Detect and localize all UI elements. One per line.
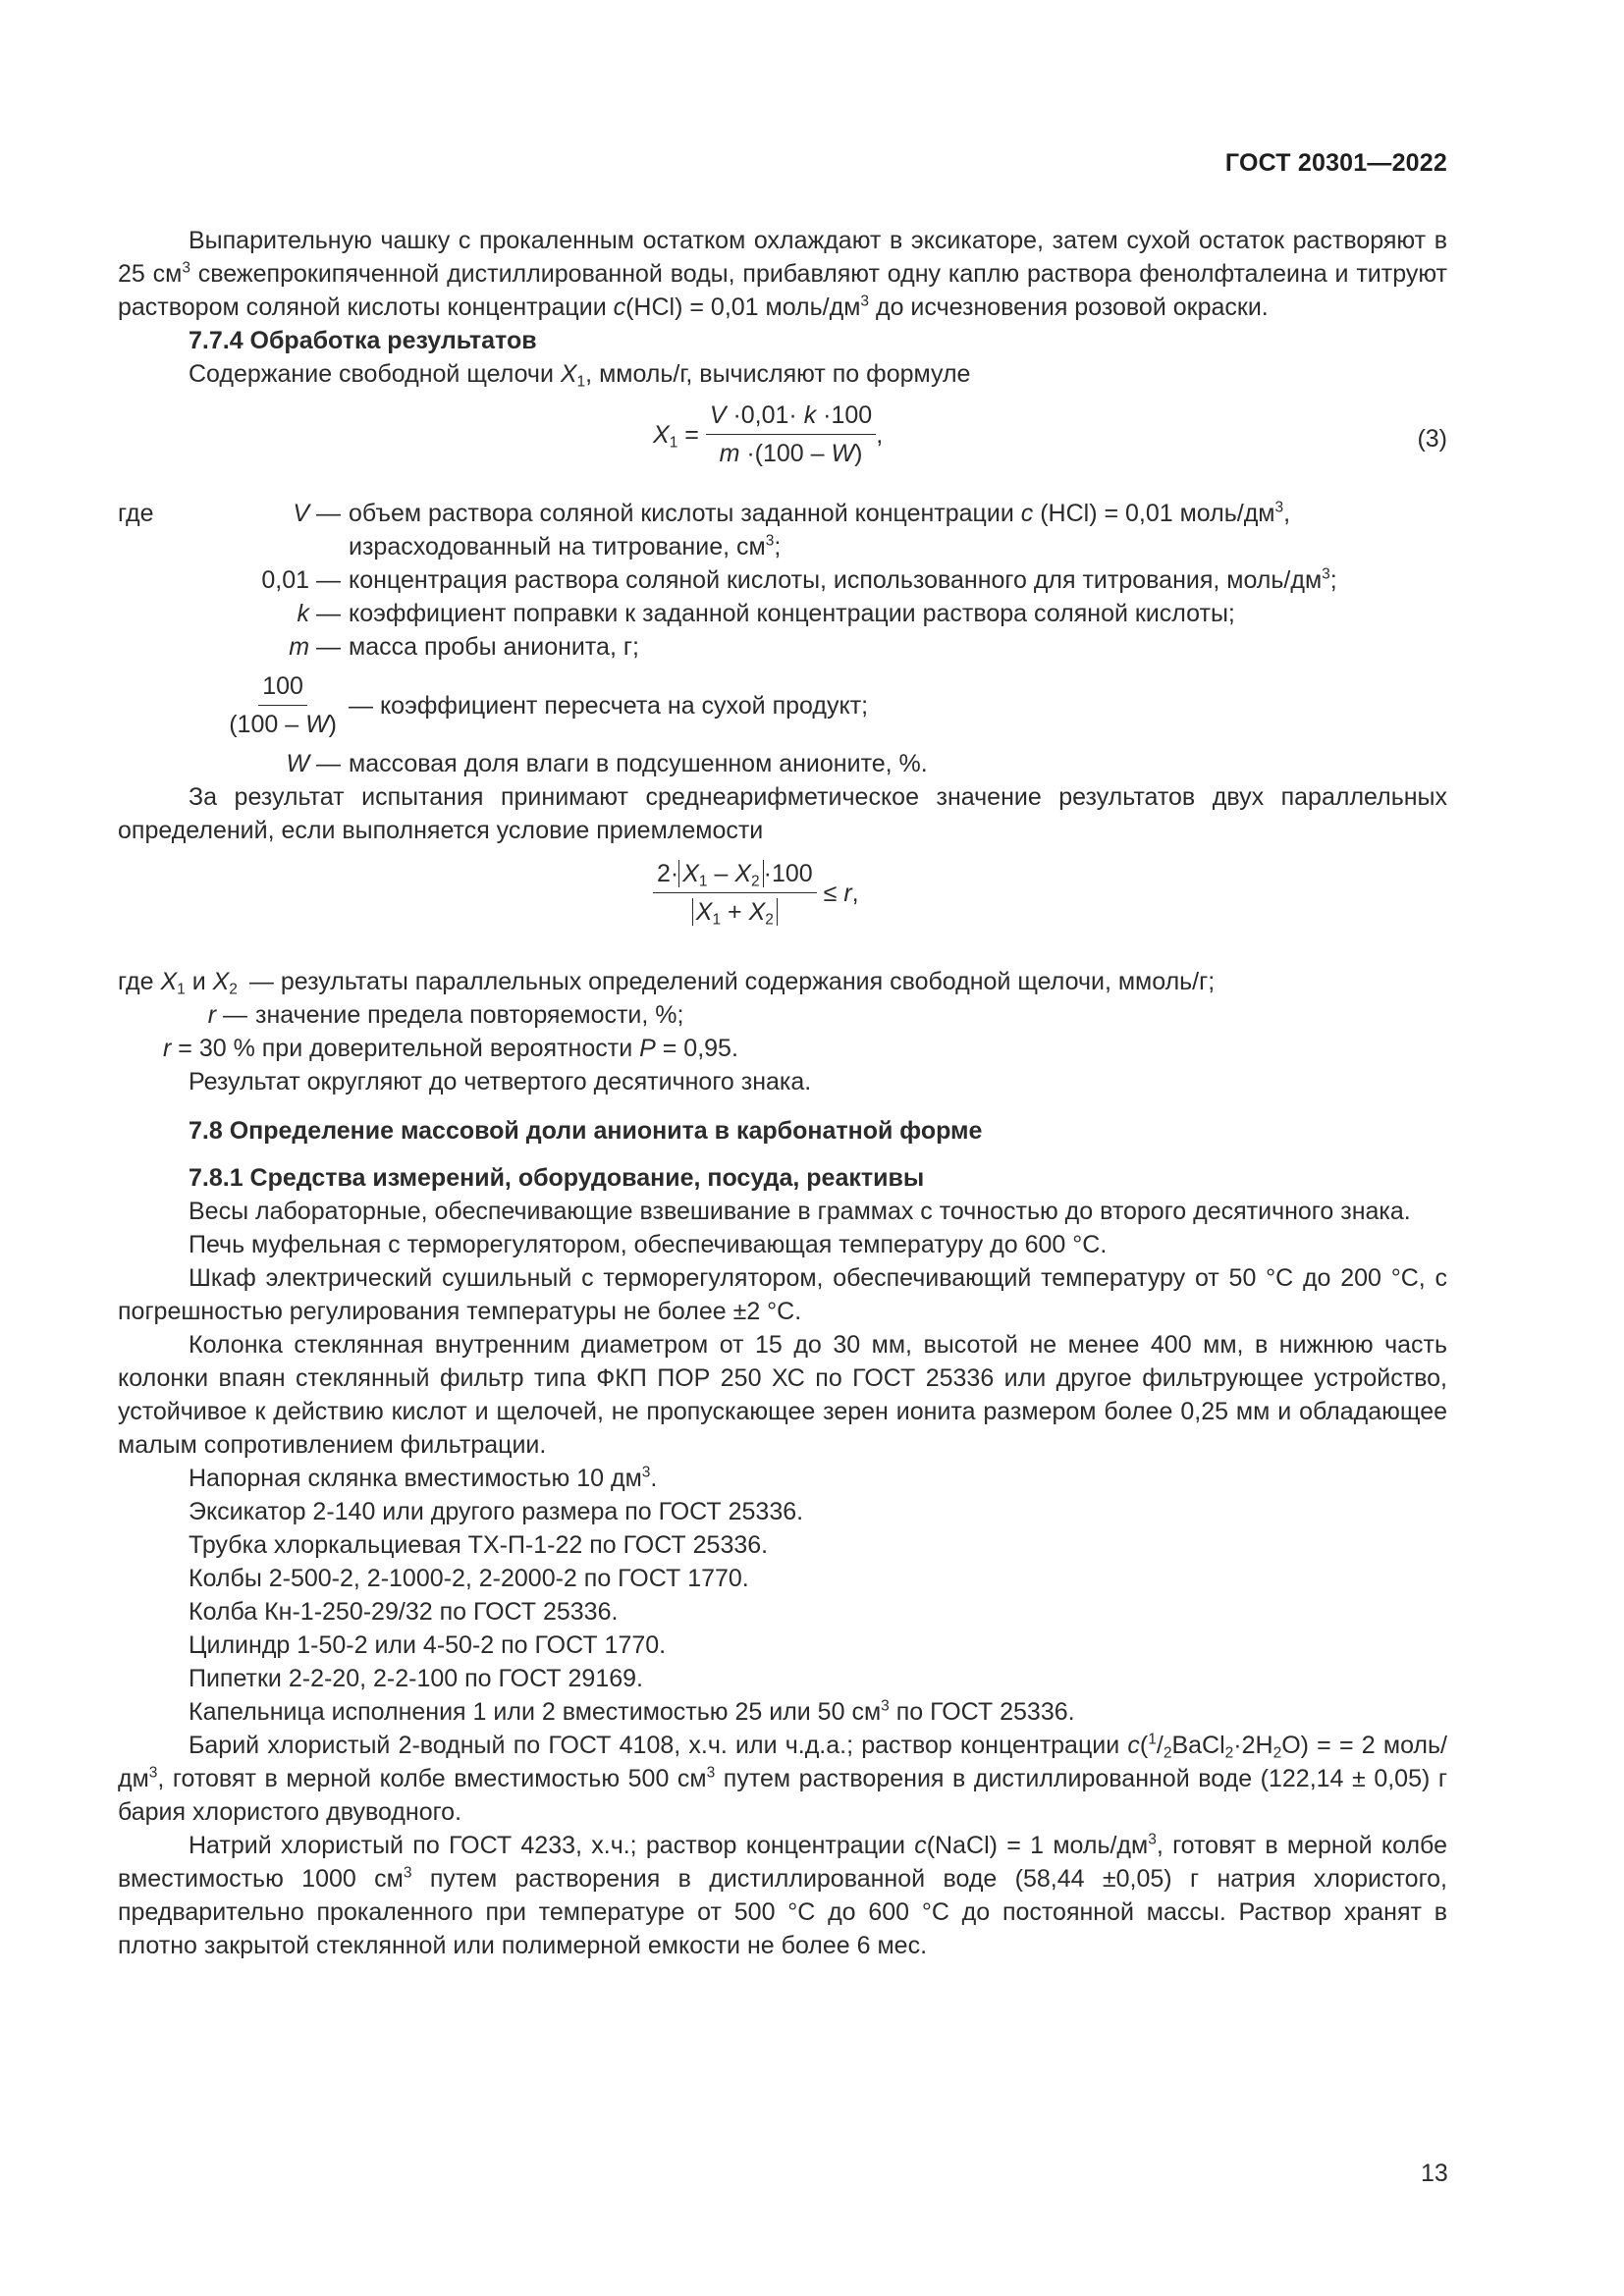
equipment-item: Колбы 2-500-2, 2-1000-2, 2-2000-2 по ГОСТ 1770.: [189, 1565, 749, 1592]
paragraph-rounding: Результат округляют до четвертого десятичного знака.: [189, 1068, 812, 1095]
definition-row: [118, 497, 1447, 563]
document-header: ГОСТ 20301—2022: [1224, 149, 1447, 177]
equipment-item: Колонка стеклянная внутренним диаметром от 15 до 30 мм, высотой не менее 400 мм, в нижнюю часть колонки впаян стеклянный фильтр типа ФКП ПОР 250 ХС по ГОСТ 25336 или другое фильтрующее устройство, устойчивое к действию кислот и щелочей, не пропускающее зерен ионита размером более 0,25 мм и обладающее малым сопротивлением фильтрации.: [118, 1331, 1447, 1459]
formula-3-fraction: [706, 400, 876, 468]
equipment-item: Барий хлористый 2-водный по ГОСТ 4108, х.ч. или ч.д.а.; раствор концентрации $с(^1/_2BaCl_2\cdot 2H_2O)$ = = 2 моль/$дм^3$, готовят в мерной колбе вместимостью 500 $см^3$ путем растворения в дистиллированной воде (122,14 ± 0,05) г бария хлористого двуводного.: [118, 1731, 1447, 1826]
section-7-7-4-title: 7.7.4 Обработка результатов: [189, 327, 537, 354]
formula-3-lhs: $X_1$ =: [653, 420, 699, 452]
acceptance-denominator: $X_1 + X_2$: [688, 893, 782, 927]
where-x-label: где $X_1$ и $X_2$: [118, 968, 238, 998]
equipment-item: Натрий хлористый по ГОСТ 4233, х.ч.; раствор концентрации с(NaCl) = 1 моль/$дм^3$, готовят в мерной колбе вместимостью 1000 $см^3$ путем растворения в дистиллированной воде (58,44 ±0,05) г натрия хлористого, предварительно прокаленного при температуре от 500 °С до 600 °С до постоянной массы. Раствор хранят в плотно закрытой стеклянной или полимерной емкости не более 6 мес.: [118, 1831, 1447, 1959]
formula-3-number: (3): [1417, 425, 1447, 453]
definition-row: [118, 597, 1447, 630]
definition-row: [118, 630, 1447, 664]
acceptance-fraction: [653, 859, 817, 927]
equipment-item: Колба Кн-1-250-29/32 по ГОСТ 25336.: [189, 1598, 619, 1626]
page-content: [118, 224, 1447, 1962]
definition-label: 0,01 —: [261, 566, 341, 594]
r-value-line: r = 30 % при доверительной вероятности P = 0,95.: [163, 1035, 738, 1062]
definition-row-fraction: [118, 671, 1447, 739]
paragraph-result: За результат испытания принимают среднеарифметическое значение результатов двух параллельных определений, если выполняется условие приемлемости: [118, 783, 1447, 844]
definition-text: — результаты параллельных определений содержания свободной щелочи, ммоль/г;: [248, 968, 1216, 995]
definition-row: [118, 965, 1447, 998]
definition-row: [118, 998, 1447, 1032]
acceptance-definitions: [118, 965, 1447, 1065]
definition-row: [118, 563, 1447, 597]
section-7-8-1-title: 7.8.1 Средства измерений, оборудование, посуда, реактивы: [189, 1164, 925, 1192]
definition-text: — коэффициент пересчета на сухой продукт;: [349, 691, 869, 720]
definition-label: m —: [289, 633, 341, 661]
definition-text: объем раствора соляной кислоты заданной концентрации с (HCl) = 0,01 моль/$дм^3$, израсходованный на титрование, $см^3$;: [349, 499, 1291, 561]
formula-acceptance: [118, 853, 1447, 959]
formula-3-trail: ,: [876, 420, 884, 449]
dry-factor-numerator: 100: [258, 671, 307, 706]
equipment-item: Напорная склянка вместимостью 10 $дм^3$.: [189, 1464, 658, 1492]
definition-label: V —: [293, 500, 341, 527]
definition-row: [118, 747, 1447, 780]
definition-text: значение предела повторяемости, %;: [255, 1001, 684, 1029]
equipment-item: Цилиндр 1-50-2 или 4-50-2 по ГОСТ 1770.: [189, 1631, 667, 1659]
equipment-item: Шкаф электрический сушильный с терморегулятором, обеспечивающий температуру от 50 °С до 200 °С, с погрешностью регулирования температуры не более ±2 °С.: [118, 1264, 1447, 1325]
equipment-item: Печь муфельная с терморегулятором, обеспечивающая температуру до 600 °С.: [189, 1231, 1108, 1258]
formula-3: [118, 397, 1447, 491]
where-label: где: [118, 500, 154, 527]
dry-factor-fraction: [225, 671, 341, 739]
definition-label: k —: [297, 600, 341, 627]
formula-3-denominator: m ·(100 – W): [719, 440, 863, 467]
acceptance-rhs: ≤ r,: [823, 879, 859, 907]
formula-3-numerator: V ·0,01· k ·100: [706, 400, 876, 435]
equipment-item: Трубка хлоркальциевая ТХ-П-1-22 по ГОСТ 25336.: [189, 1531, 769, 1559]
definition-text: концентрация раствора соляной кислоты, использованного для титрования, моль/$дм^3$;: [349, 565, 1337, 594]
page-number: 13: [1421, 2160, 1448, 2187]
acceptance-numerator: $2\cdot X_1 - X_2 \cdot 100$: [653, 859, 817, 893]
definition-text: коэффициент поправки к заданной концентрации раствора соляной кислоты;: [349, 600, 1235, 627]
paragraph-intro: Выпарительную чашку с прокаленным остатком охлаждают в эксикаторе, затем сухой остаток растворяют в 25 $см^3$ свежепрокипяченной дистиллированной воды, прибавляют одну каплю раствора фенолфталеина и титруют раствором соляной кислоты концентрации с(HCl) = 0,01 моль/$дм^3$ до исчезновения розовой окраски.: [118, 227, 1447, 321]
definition-label: W —: [286, 750, 341, 777]
equipment-item: Пипетки 2-2-20, 2-2-100 по ГОСТ 29169.: [189, 1665, 643, 1692]
equipment-item: Капельница исполнения 1 или 2 вместимостью 25 или 50 $см^3$ по ГОСТ 25336.: [189, 1697, 1075, 1726]
paragraph-formula-intro: Содержание свободной щелочи $X_1$, ммоль/г, вычисляют по формуле: [189, 360, 971, 391]
definition-text: массовая доля влаги в подсушенном анионите, %.: [349, 750, 928, 777]
definition-label: r —: [207, 1001, 247, 1029]
definition-text: масса пробы анионита, г;: [349, 633, 639, 661]
equipment-item: Эксикатор 2-140 или другого размера по ГОСТ 25336.: [189, 1498, 804, 1525]
dry-factor-denominator: (100 – W): [229, 711, 337, 738]
variable-definitions: [118, 497, 1447, 780]
section-7-8-title: 7.8 Определение массовой доли анионита в карбонатной форме: [189, 1117, 983, 1145]
equipment-item: Весы лабораторные, обеспечивающие взвешивание в граммах с точностью до второго десятичного знака.: [189, 1198, 1411, 1225]
